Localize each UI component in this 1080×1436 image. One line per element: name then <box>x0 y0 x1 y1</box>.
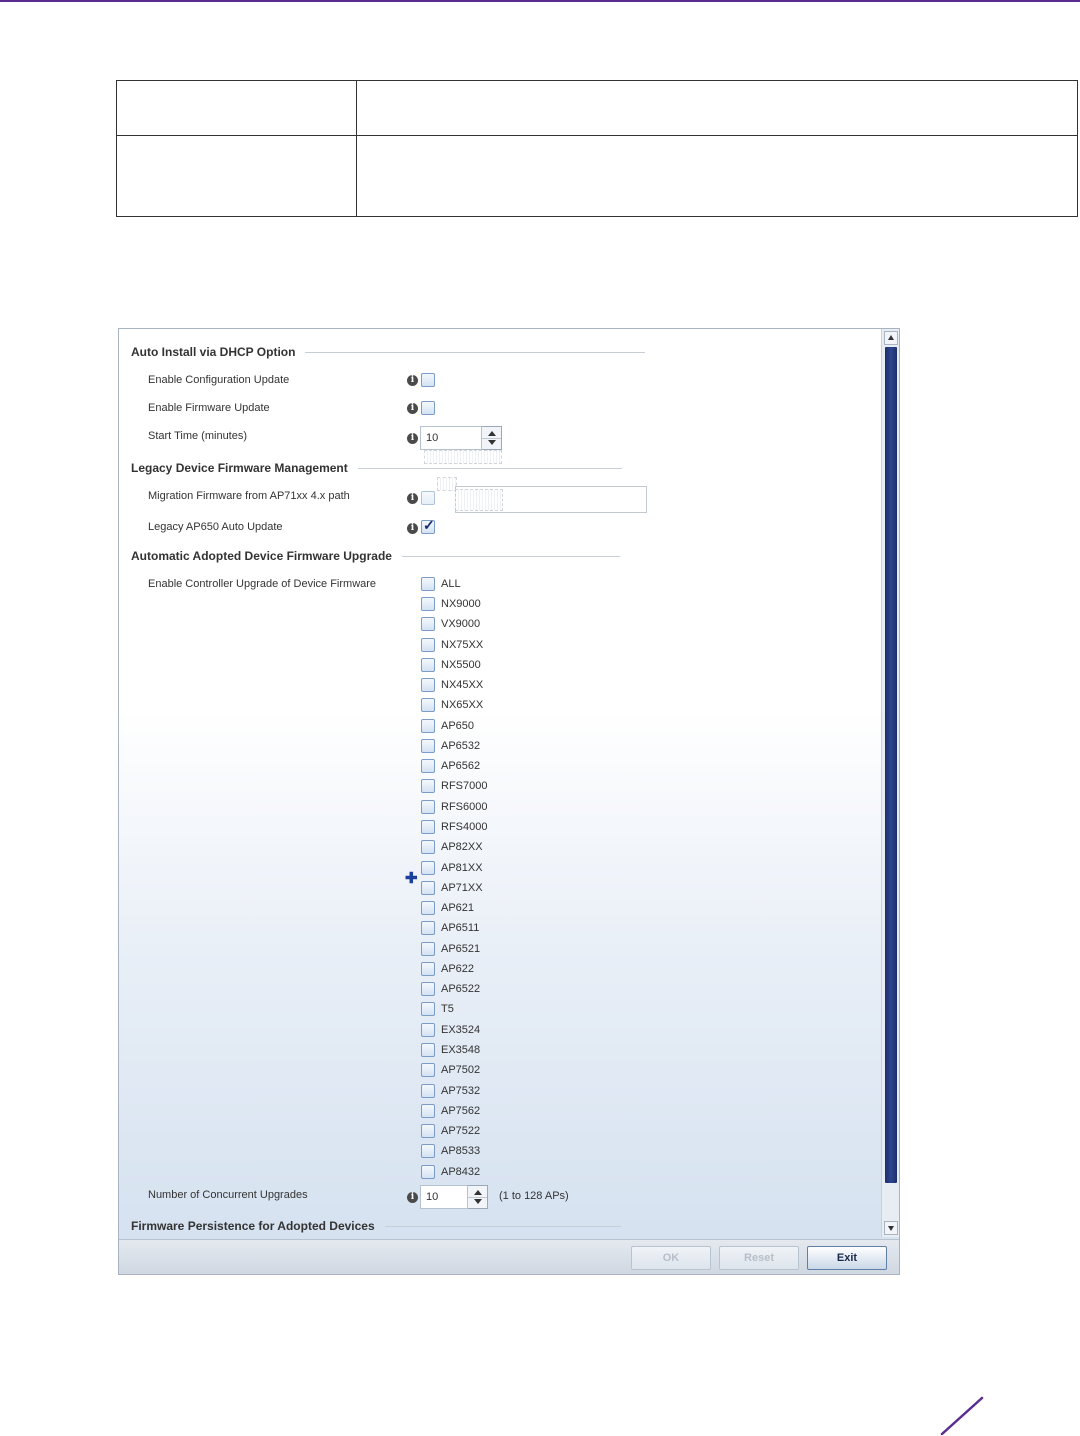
device-type-checkbox[interactable] <box>421 698 435 712</box>
concurrent-upgrades-spinner[interactable] <box>420 1185 488 1209</box>
device-type-label: RFS4000 <box>441 821 488 833</box>
footer-bar <box>119 1239 899 1275</box>
brand-slash-icon <box>938 1396 986 1436</box>
device-type-label: AP7532 <box>441 1085 481 1097</box>
device-type-label: EX3548 <box>441 1044 481 1056</box>
section-title-text: Automatic Adopted Device Firmware Upgrade <box>131 549 392 563</box>
enable-config-update-checkbox[interactable] <box>421 373 435 387</box>
device-type-label: NX45XX <box>441 679 484 691</box>
device-type-label: AP650 <box>441 720 475 732</box>
device-type-checkbox[interactable] <box>421 881 435 895</box>
device-type-label: NX65XX <box>441 699 484 711</box>
device-type-label: AP7562 <box>441 1105 481 1117</box>
chevron-up-icon[interactable] <box>488 431 496 436</box>
start-time-stepper[interactable] <box>482 426 502 450</box>
disabled-overlay <box>437 477 457 491</box>
device-type-checkbox[interactable] <box>421 1104 435 1118</box>
legacy-ap650-label: Legacy AP650 Auto Update <box>148 521 283 533</box>
device-type-checkbox[interactable] <box>421 1002 435 1016</box>
section-divider <box>402 556 620 557</box>
info-icon[interactable]: i <box>407 403 418 414</box>
device-type-label: AP622 <box>441 963 475 975</box>
device-type-checkbox[interactable] <box>421 1084 435 1098</box>
enable-config-update-label: Enable Configuration Update <box>148 374 290 386</box>
section-persistence <box>131 1219 621 1233</box>
device-type-label: T5 <box>441 1003 454 1015</box>
device-type-checkbox[interactable] <box>421 820 435 834</box>
concurrent-upgrades-label: Number of Concurrent Upgrades <box>148 1189 308 1201</box>
device-type-label: AP81XX <box>441 862 483 874</box>
device-type-checkbox[interactable] <box>421 577 435 591</box>
device-type-checkbox[interactable] <box>421 1063 435 1077</box>
firmware-settings-panel <box>118 328 900 1275</box>
device-type-checkbox[interactable] <box>421 1023 435 1037</box>
table-row <box>117 136 1078 217</box>
concurrent-upgrades-range: (1 to 128 APs) <box>499 1190 569 1202</box>
header-rule <box>0 0 1080 2</box>
info-icon[interactable]: i <box>407 493 418 504</box>
info-icon[interactable]: i <box>407 523 418 534</box>
controller-upgrade-label: Enable Controller Upgrade of Device Firmware <box>148 578 377 590</box>
device-type-checkbox[interactable] <box>421 1124 435 1138</box>
disabled-overlay <box>455 489 503 511</box>
device-type-checkbox[interactable] <box>421 962 435 976</box>
scroll-up-button[interactable] <box>884 331 898 345</box>
device-type-label: EX3524 <box>441 1024 481 1036</box>
device-type-label: AP6522 <box>441 983 481 995</box>
device-type-checkbox[interactable] <box>421 739 435 753</box>
device-type-checkbox[interactable] <box>421 719 435 733</box>
concurrent-upgrades-value[interactable]: 10 <box>420 1185 468 1209</box>
section-title-text: Legacy Device Firmware Management <box>131 461 348 475</box>
device-type-label: NX5500 <box>441 659 481 671</box>
info-icon[interactable]: i <box>407 1192 418 1203</box>
info-icon[interactable]: i <box>407 433 418 444</box>
scroll-down-button[interactable] <box>884 1221 898 1235</box>
chevron-down-icon[interactable] <box>474 1199 482 1204</box>
start-time-label: Start Time (minutes) <box>148 430 248 442</box>
ok-button[interactable]: OK <box>631 1246 711 1270</box>
panel-content <box>119 329 881 1237</box>
scroll-thumb[interactable] <box>885 347 897 1183</box>
device-type-label: RFS6000 <box>441 801 488 813</box>
device-type-label: AP82XX <box>441 841 483 853</box>
device-type-checkbox[interactable] <box>421 800 435 814</box>
device-type-checkbox[interactable] <box>421 779 435 793</box>
device-type-checkbox[interactable] <box>421 1144 435 1158</box>
chevron-down-icon[interactable] <box>488 440 496 445</box>
enable-firmware-update-label: Enable Firmware Update <box>148 402 270 414</box>
section-title-text: Firmware Persistence for Adopted Devices <box>131 1219 375 1233</box>
device-type-checkbox[interactable] <box>421 1165 435 1179</box>
cursor-icon: ✚ <box>405 870 418 887</box>
device-type-label: ALL <box>441 578 461 590</box>
device-type-label: AP6532 <box>441 740 481 752</box>
device-type-label: NX9000 <box>441 598 481 610</box>
enable-firmware-update-checkbox[interactable] <box>421 401 435 415</box>
device-type-label: AP6521 <box>441 943 481 955</box>
info-icon[interactable]: i <box>407 375 418 386</box>
device-type-label: AP621 <box>441 902 475 914</box>
doc-table <box>116 80 1078 217</box>
section-legacy <box>131 461 622 475</box>
device-type-label: VX9000 <box>441 618 481 630</box>
device-type-checkbox[interactable] <box>421 921 435 935</box>
section-divider <box>305 352 645 353</box>
device-type-label: AP71XX <box>441 882 483 894</box>
vertical-scrollbar[interactable] <box>881 329 899 1237</box>
start-time-spinner[interactable] <box>420 426 502 450</box>
section-title-text: Auto Install via DHCP Option <box>131 345 296 359</box>
device-type-label: NX75XX <box>441 639 484 651</box>
device-type-checkbox[interactable] <box>421 638 435 652</box>
concurrent-upgrades-stepper[interactable] <box>468 1185 488 1209</box>
section-divider <box>358 468 622 469</box>
section-auto-install <box>131 345 645 359</box>
device-type-label: AP6511 <box>441 922 480 934</box>
device-type-label: AP7522 <box>441 1125 481 1137</box>
section-automatic <box>131 549 620 563</box>
table-row <box>117 81 1078 136</box>
reset-button[interactable]: Reset <box>719 1246 799 1270</box>
device-type-checkbox[interactable] <box>421 617 435 631</box>
device-type-checkbox[interactable] <box>421 658 435 672</box>
migration-firmware-checkbox[interactable] <box>421 491 435 505</box>
start-time-value[interactable]: 10 <box>420 426 482 450</box>
device-type-checkbox[interactable] <box>421 840 435 854</box>
device-type-checkbox[interactable] <box>421 1043 435 1057</box>
device-type-checkbox[interactable] <box>421 861 435 875</box>
migration-firmware-label: Migration Firmware from AP71xx 4.x path <box>148 490 350 502</box>
exit-button[interactable]: Exit <box>807 1246 887 1270</box>
device-type-label: RFS7000 <box>441 780 488 792</box>
device-type-label: AP8533 <box>441 1145 481 1157</box>
chevron-up-icon[interactable] <box>474 1190 482 1195</box>
device-type-checkbox[interactable] <box>421 759 435 773</box>
device-type-checkbox[interactable] <box>421 901 435 915</box>
device-type-checkbox[interactable] <box>421 597 435 611</box>
device-type-checkbox[interactable] <box>421 982 435 996</box>
legacy-ap650-checkbox[interactable] <box>421 520 435 534</box>
section-divider <box>385 1226 621 1227</box>
device-type-label: AP6562 <box>441 760 481 772</box>
device-type-label: AP8432 <box>441 1166 481 1178</box>
device-type-label: AP7502 <box>441 1064 481 1076</box>
device-type-checkbox[interactable] <box>421 678 435 692</box>
device-type-checkbox[interactable] <box>421 942 435 956</box>
